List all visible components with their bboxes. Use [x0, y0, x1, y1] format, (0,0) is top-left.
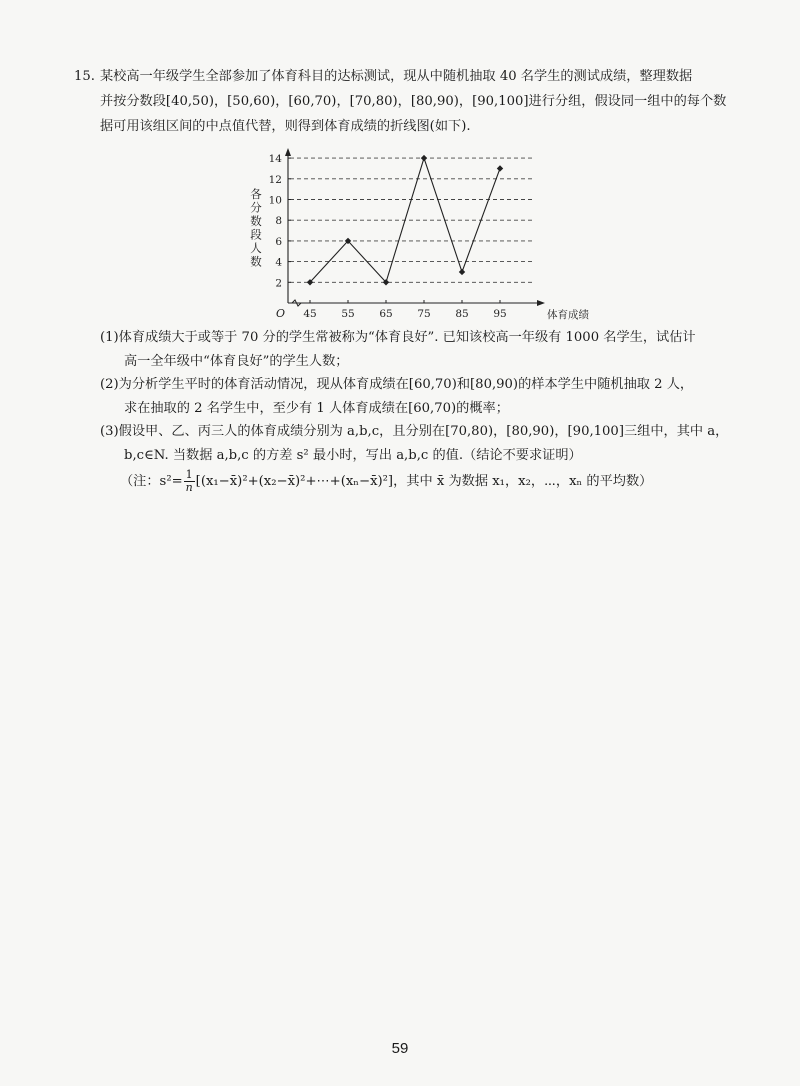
part-3-line-2: b,c∈N. 当数据 a,b,c 的方差 s² 最小时，写出 a,b,c 的值.（结论不要求证明） — [124, 447, 582, 463]
y-tick-label-10: 10 — [268, 194, 282, 207]
y-tick-label-6: 6 — [275, 235, 282, 248]
part-1-line-2: 高一全年级中“体育良好”的学生人数； — [124, 353, 349, 369]
part-1-line-1: (1)体育成绩大于或等于 70 分的学生常被称为“体育良好”. 已知该校高一年级有 1000 名学生，试估计 — [100, 330, 696, 345]
data-point-85 — [459, 269, 465, 275]
y-axis-label-char-5: 人 — [250, 241, 262, 255]
problem-intro-line-2: 并按分数段[40,50)，[50,60)，[60,70)，[70,80)，[80,90)，[90,100]进行分组，假设同一组中的每个数 — [100, 94, 727, 109]
y-axis-label-char-3: 数 — [250, 214, 262, 228]
y-tick-label-8: 8 — [275, 215, 282, 228]
x-axis-label: 体育成绩 — [547, 309, 589, 321]
problem-number: 15. — [74, 69, 95, 84]
problem-intro-line-3: 据可用该组区间的中点值代替，则得到体育成绩的折线图(如下). — [100, 119, 471, 134]
part-3-line-1: (3)假设甲、乙、丙三人的体育成绩分别为 a,b,c，且分别在[70,80)，[80,90)，[90,100]三组中，其中 a， — [100, 424, 729, 439]
problem-parts — [100, 326, 740, 494]
data-point-75 — [421, 155, 427, 161]
problem-15 — [74, 64, 734, 139]
problem-intro-line-1: 15. 某校高一年级学生全部参加了体育科目的达标测试，现从中随机抽取 40 名学生的测试成绩，整理数据 — [74, 64, 734, 89]
part-2-line-2: 求在抽取的 2 名学生中，至少有 1 人体育成绩在[60,70)的概率； — [124, 400, 509, 416]
y-tick-label-14: 14 — [268, 153, 282, 166]
y-tick-label-4: 4 — [275, 256, 282, 269]
y-axis-label-char-4: 段 — [250, 227, 262, 242]
series-line — [310, 158, 500, 282]
data-point-95 — [497, 165, 503, 171]
score-line-chart — [250, 140, 589, 325]
origin-label: O — [276, 307, 286, 320]
y-axis-arrow — [285, 148, 291, 156]
x-tick-label-55: 55 — [341, 308, 355, 320]
variance-fraction: $\frac{1}{n}$ — [185, 468, 193, 494]
x-tick-label-65: 65 — [379, 308, 393, 320]
page-number: 59 — [391, 1040, 409, 1057]
x-axis-arrow — [537, 300, 545, 306]
y-tick-label-12: 12 — [268, 173, 282, 186]
part-2-line-1: (2)为分析学生平时的体育活动情况，现从体育成绩在[60,70)和[80,90)的样本学生中随机抽取 2 人， — [100, 377, 694, 392]
y-axis-label-char-2: 分 — [250, 200, 262, 215]
x-tick-label-75: 75 — [417, 308, 431, 320]
x-tick-label-95: 95 — [493, 308, 507, 320]
y-axis-label-char-1: 各 — [250, 187, 262, 201]
x-tick-label-45: 45 — [303, 308, 317, 320]
x-tick-label-85: 85 — [455, 308, 469, 320]
variance-note: （注：s²= $\frac{1}{n}$ [(x₁−x̄)²+(x₂−x̄)²+⋯+(xₙ−x̄)²]，其中 x̄ 为数据 x₁，x₂，⋯，xₙ 的平均数） — [120, 468, 653, 494]
y-axis-label-char-6: 数 — [250, 254, 262, 269]
chart-svg — [250, 140, 589, 325]
y-tick-label-2: 2 — [275, 277, 282, 290]
